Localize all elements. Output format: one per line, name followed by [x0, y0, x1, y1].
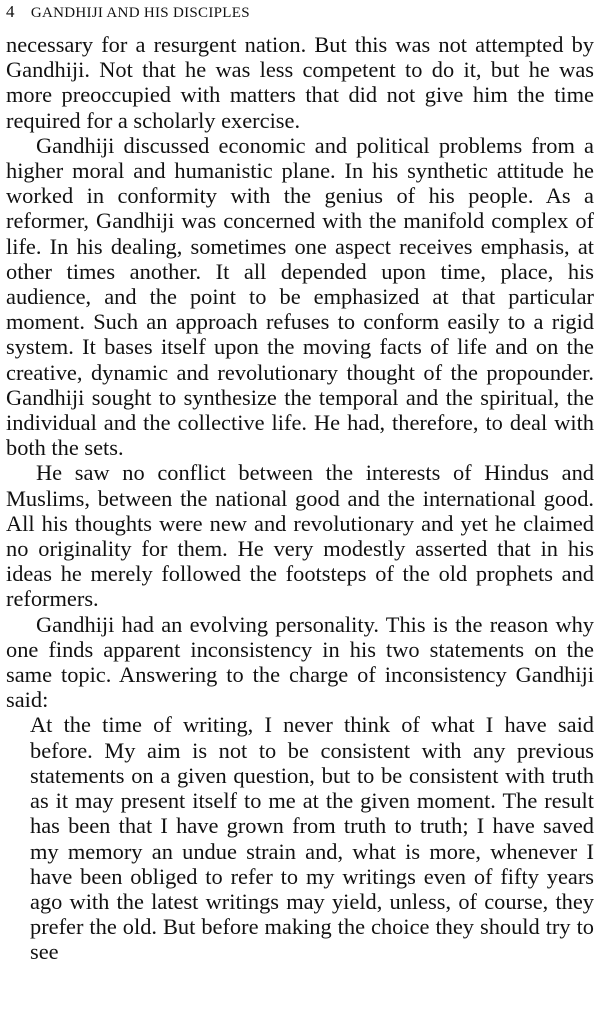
block-quote [30, 712, 594, 964]
paragraph-continued: necessary for a resurgent nation. But this was not attempted by Gandhiji. Not that he was less competent to do it, but he was more preoccupied with matters that did not give him the time required for a scholarly exercise. [6, 32, 594, 133]
running-title: GANDHIJI AND HIS DISCIPLES [30, 5, 250, 21]
quote-text: At the time of writing, I never think of what I have said before. My aim is not to be consistent with any previous statements on a given question, but to be consistent with truth as it may present itself to me at the given moment. The result has been that I have grown from truth to truth; I have saved my memory an undue strain and, what is more, whenever I have been obliged to refer to my writings even of fifty years ago with the latest writings may yield, unless, of course, they prefer the old. But before making the choice they should try to see [30, 712, 594, 965]
page-number: 4 [6, 2, 15, 21]
body-text [6, 32, 594, 965]
paragraph: Gandhiji discussed economic and political problems from a higher moral and humanistic plane. In his synthetic attitude he worked in conformity with the genius of his people. As a reformer, Gandhiji was concerned with the manifold complex of life. In his dealing, sometimes one aspect receives emphasis, at other times another. It all depended upon time, place, his audience, and the point to be emphasized at that particular moment. Such an approach refuses to conform easily to a rigid system. It bases itself upon the moving facts of life and on the creative, dynamic and revolutionary thought of the propounder. Gandhiji sought to synthesize the temporal and the spiritual, the individual and the collective life. He had, therefore, to deal with both the sets. [6, 132, 594, 461]
book-page [6, 2, 594, 1016]
running-head [6, 2, 594, 32]
paragraph: Gandhiji had an evolving personality. This is the reason why one finds apparent inconsistency in his two statements on the same topic. Answering to the charge of inconsistency Gandhiji said: [6, 611, 594, 713]
paragraph: He saw no conflict between the interests of Hindus and Muslims, between the national good and the international good. All his thoughts were new and revolutionary and yet he claimed no originality for them. He very modestly asserted that in his ideas he merely followed the footsteps of the old prophets and reformers. [6, 460, 594, 612]
